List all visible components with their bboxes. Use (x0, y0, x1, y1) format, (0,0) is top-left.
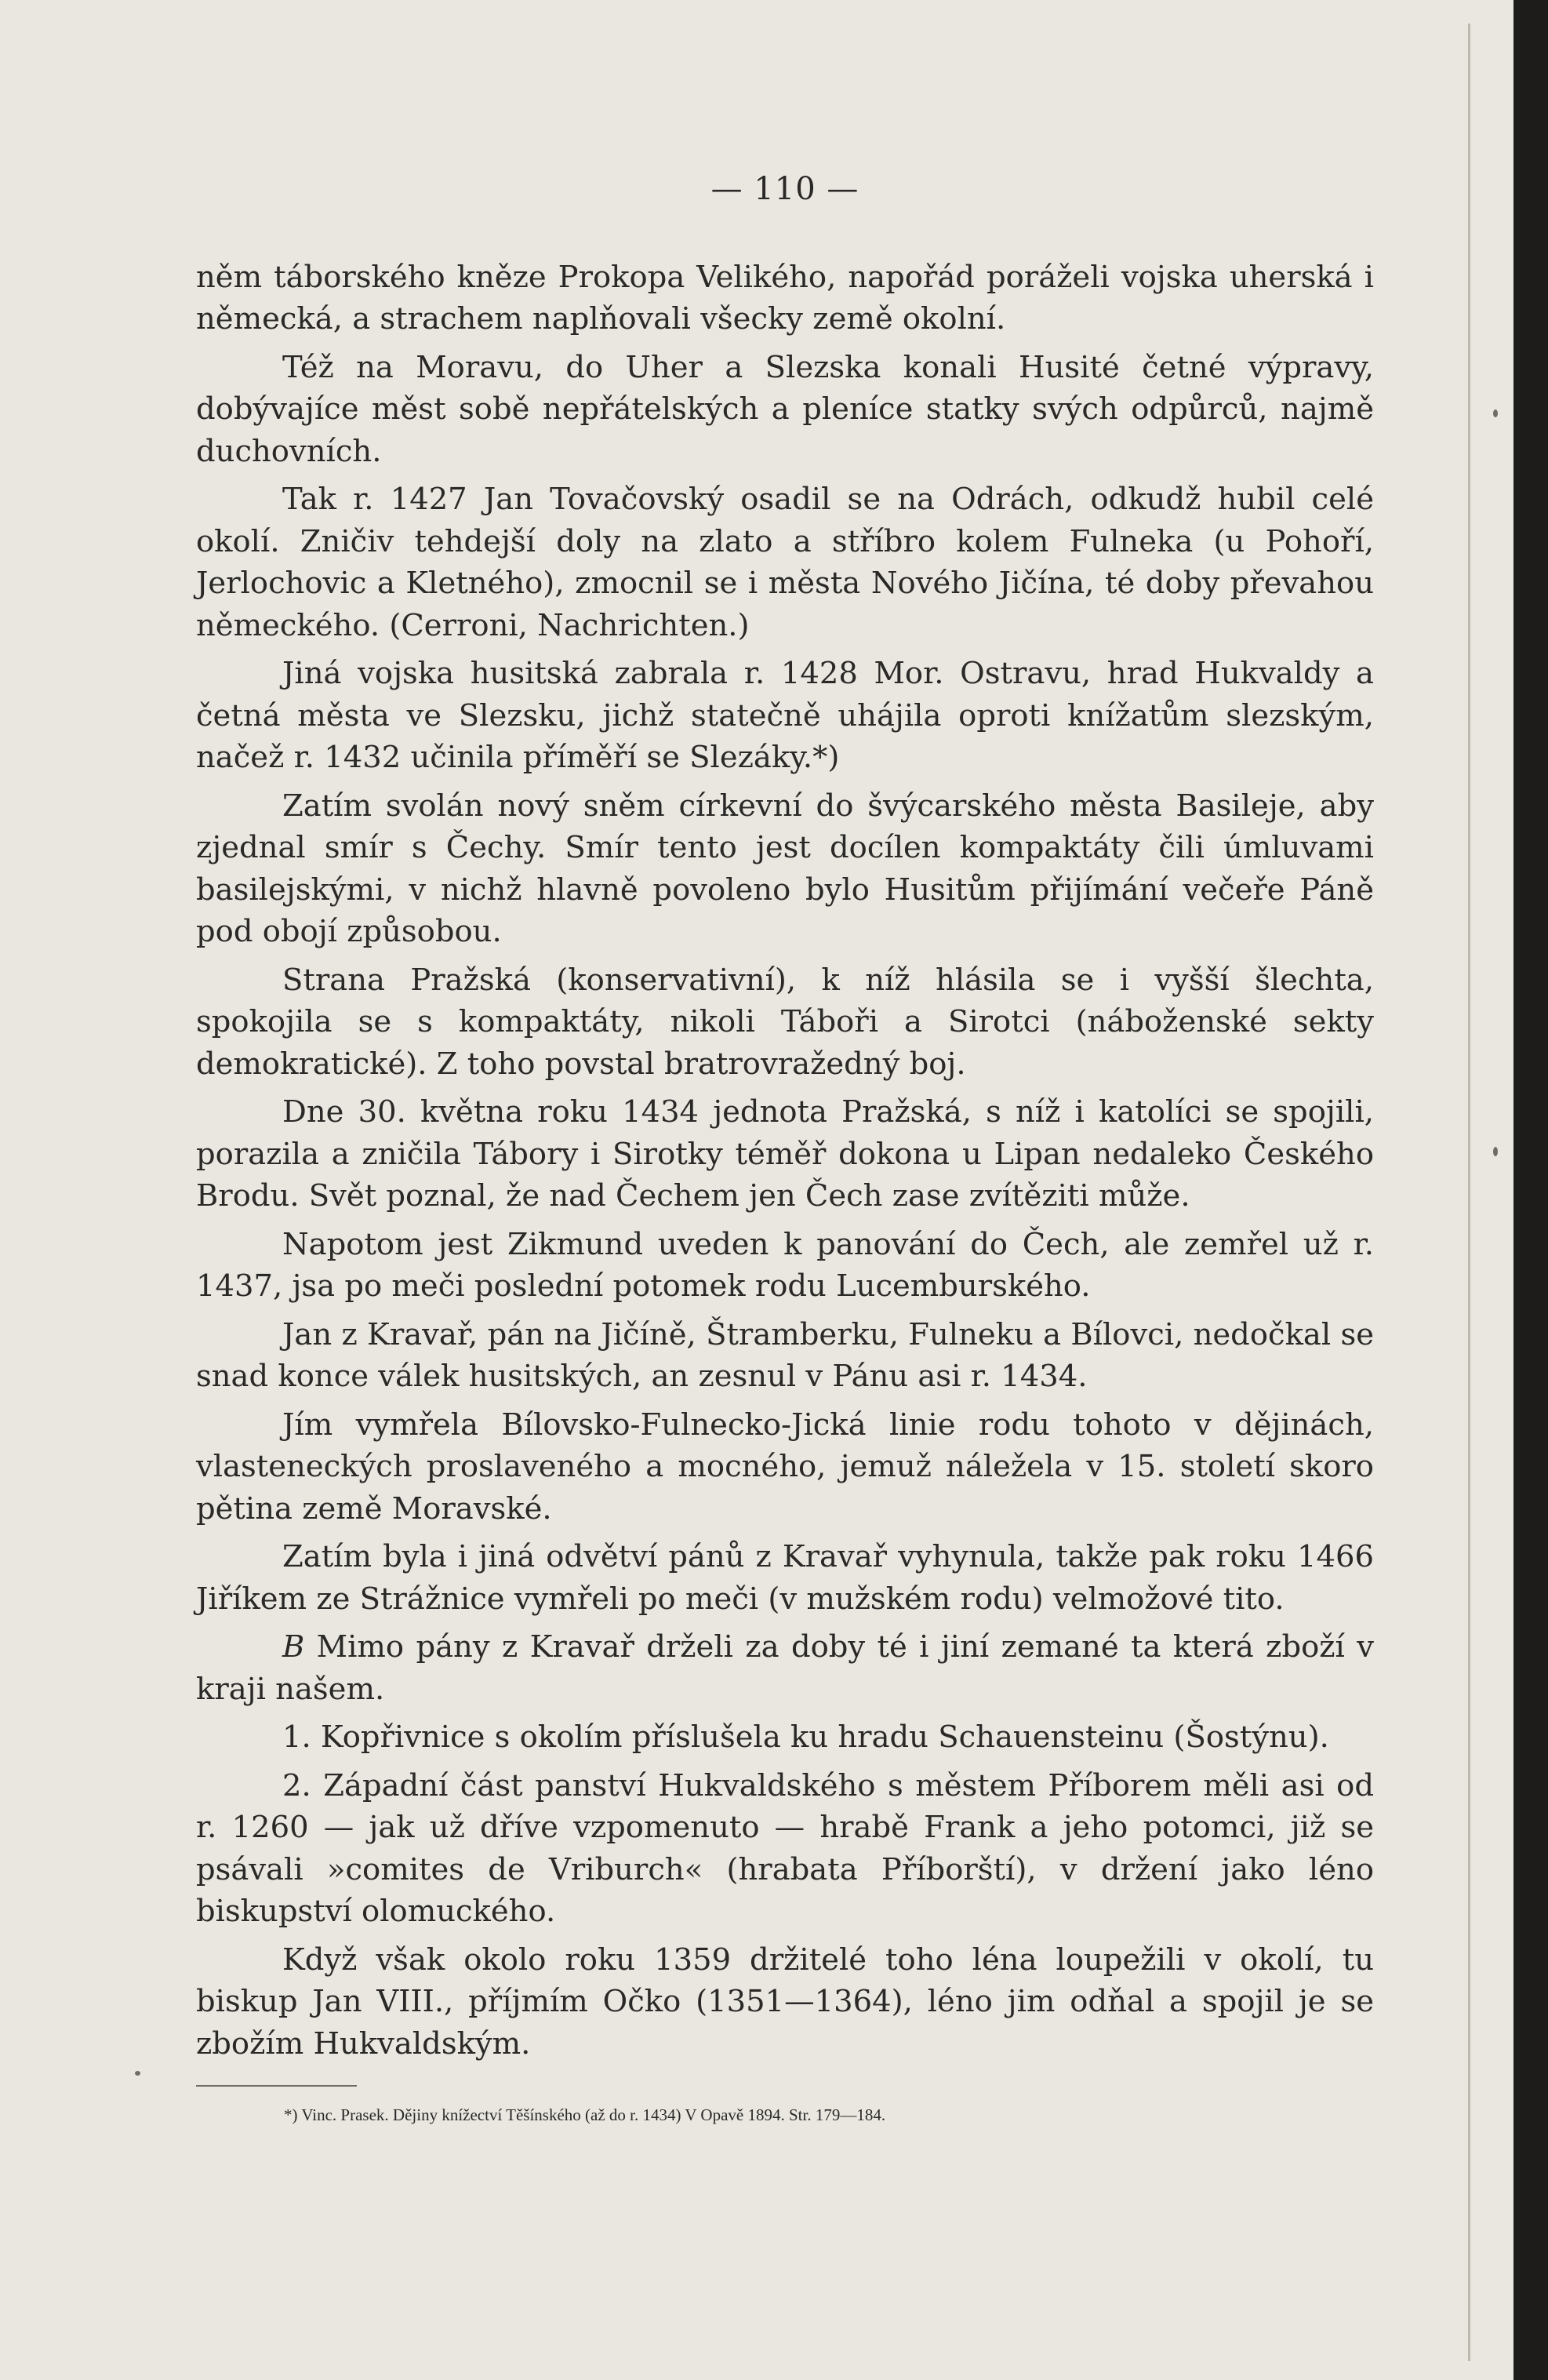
section-letter: B (282, 1629, 305, 1665)
paragraph: Též na Moravu, do Uher a Slezska konali Husité četné výpravy, dobývajíce měst sobě nepřátelských a pleníce statky svých odpůrců, najmě duchovních. (196, 349, 1374, 469)
footnote-rule (196, 2085, 357, 2087)
paragraph: Dne 30. května roku 1434 jednota Pražská, s níž i katolíci se spojili, porazila a zničila Tábory i Sirotky téměř dokona u Lipan nedaleko Českého Brodu. Svět poznal, že nad Čechem jen Čech zase zvítěziti může. (196, 1094, 1374, 1214)
paragraph: Jiná vojska husitská zabrala r. 1428 Mor. Ostravu, hrad Hukvaldy a četná města ve Slezsku, jichž statečně uhájila oproti knížatům slezským, načež r. 1432 učinila příměří se Slezáky.*) (196, 656, 1374, 775)
paragraph: Když však okolo roku 1359 držitelé toho léna loupežili v okolí, tu biskup Jan VIII., příjmím Očko (1351—1364), léno jim odňal a spojil je se zbožím Hukvaldským. (196, 1941, 1374, 2062)
scan-speck (1493, 409, 1498, 417)
scan-speck (1493, 1147, 1498, 1156)
paragraph: Zatím svolán nový sněm církevní do švýcarského města Basileje, aby zjednal smír s Čechy. Smír tento jest docílen kompaktáty čili úmluvami basilejskými, v nichž hlavně povoleno bylo Husitům přijímání večeře Páně pod obojí způsobou. (196, 788, 1374, 949)
paragraph: Tak r. 1427 Jan Tovačovský osadil se na Odrách, odkudž hubil celé okolí. Zničiv tehdejší doly na zlato a stříbro kolem Fulneka (u Pohoří, Jerlochovic a Kletného), zmocnil se i města Nového Jičína, té doby převahou německého. (Cerroni, Nachrichten.) (196, 482, 1374, 643)
paragraph: Zatím byla i jiná odvětví pánů z Kravař vyhynula, takže pak roku 1466 Jiříkem ze Strážnice vymřeli po meči (v mužském rodu) velmožové tito. (196, 1539, 1374, 1617)
page-content (196, 169, 1374, 2126)
paragraph: něm táborského kněze Prokopa Velikého, napořád poráželi vojska uherská i německá, a strachem naplňovali všecky země okolní. (196, 259, 1374, 337)
paragraph: Jím vymřela Bílovsko-Fulnecko-Jická linie rodu tohoto v dějinách, vlasteneckých proslaveného a mocného, jemuž náležela v 15. století skoro pětina země Moravské. (196, 1407, 1374, 1527)
paragraph: Napotom jest Zikmund uveden k panování do Čech, ale zemřel už r. 1437, jsa po meči poslední potomek rodu Lucemburského. (196, 1226, 1374, 1304)
paragraph: 1. Kopřivnice s okolím příslušela ku hradu Schauensteinu (Šostýnu). (282, 1719, 1329, 1755)
page-number: — 110 — (710, 171, 859, 207)
page-edge-line (1468, 24, 1470, 2361)
text-body (196, 257, 1374, 2065)
paragraph: 2. Západní část panství Hukvaldského s městem Příborem měli asi od r. 1260 — jak už dříve vzpomenuto — hrabě Frank a jeho potomci, již se psávali »comites de Vriburch« (hrabata Příborští), v držení jako léno biskupství olomuckého. (196, 1767, 1374, 1929)
footnote: *) Vinc. Prasek. Dějiny knížectví Těšínského (až do r. 1434) V Opavě 1894. Str. 179—184. (284, 2105, 886, 2124)
paragraph-text: Mimo pány z Kravař drželi za doby té i jiní zemané ta která zboží v kraji našem. (196, 1629, 1374, 1707)
paragraph: Strana Pražská (konservativní), k níž hlásila se i vyšší šlechta, spokojila se s kompaktáty, nikoli Táboři a Sirotci (náboženské sekty demokratické). Z toho povstal bratrovražedný boj. (196, 962, 1374, 1082)
paragraph: Jan z Kravař, pán na Jičíně, Štramberku, Fulneku a Bílovci, nedočkal se snad konce válek husitských, an zesnul v Pánu asi r. 1434. (196, 1316, 1374, 1394)
scan-dark-border (1513, 0, 1548, 2380)
paragraph (196, 1626, 1374, 1710)
scan-speck (135, 2071, 140, 2076)
